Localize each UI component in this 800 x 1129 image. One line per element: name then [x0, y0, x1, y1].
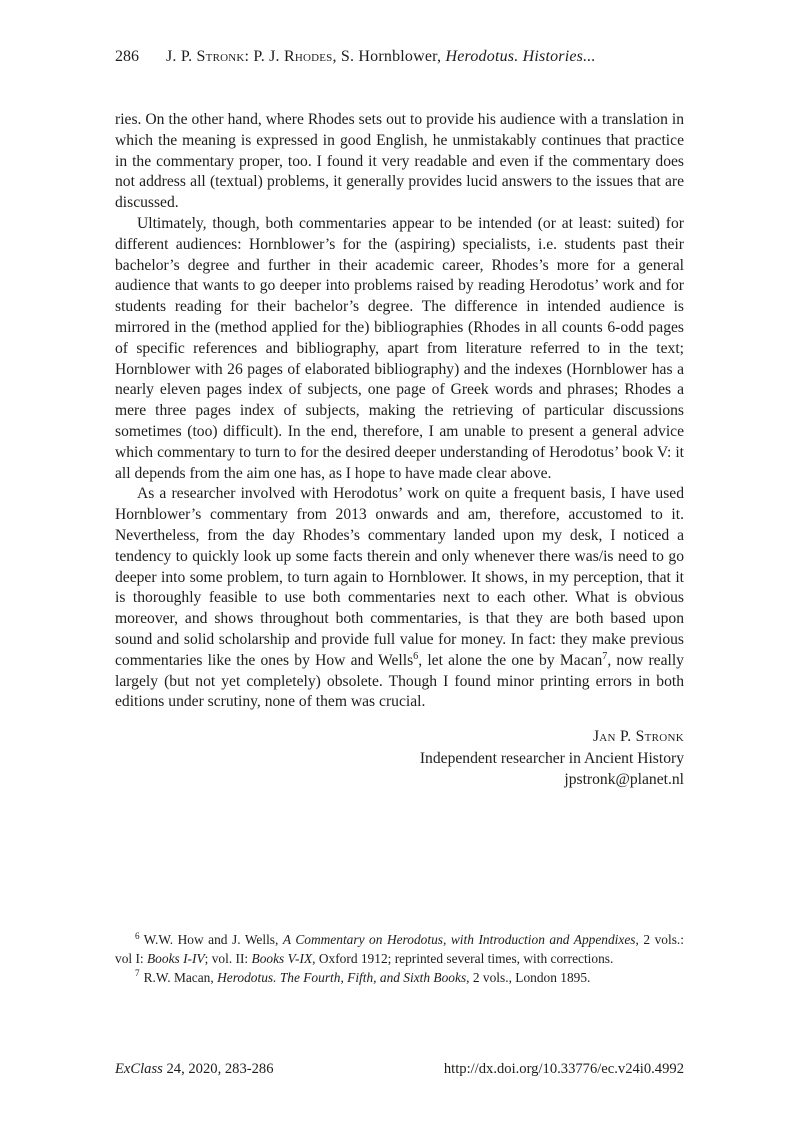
- page-footer: [115, 1059, 684, 1079]
- footnotes-section: [115, 931, 684, 987]
- page-number: 286: [115, 48, 139, 65]
- footnote-7-marker: 7: [135, 968, 140, 979]
- page-header: [115, 46, 684, 68]
- footnote-7-text: R.W. Macan, Herodotus. The Fourth, Fifth, and Sixth Books, 2 vols., London 1895.: [143, 969, 591, 985]
- running-title: J. P. Stronk: P. J. Rhodes, S. Hornblower, Herodotus. Histories...: [166, 48, 596, 65]
- footnote-6-text: W.W. How and J. Wells, A Commentary on Herodotus, with Introduction and Appendixes, 2 vols.: vol I: Books I-IV; vol. II: Books V-IX, Oxford 1912; reprinted several times, with corrections.: [115, 932, 684, 966]
- author-email: jpstronk@planet.nl: [564, 771, 684, 789]
- footnote-6-marker: 6: [135, 930, 140, 941]
- author-affiliation: Independent researcher in Ancient History: [419, 749, 684, 767]
- paragraph-2: Ultimately, though, both commentaries appear to be intended (or at least: suited) for different audiences: Hornblower’s for the (aspiring) specialists, i.e. students past their bachelor’s degree and further in their academic career, Rhodes’s more for a general audience that wants to go deeper into problems raised by reading Herodotus’ work and for students reading for their bachelor’s degree. The difference in intended audience is mirrored in the (method applied for the) bibliographies (Rhodes in all counts 6-odd pages of specific references and bibliography, apart from literature referred to in the text; Hornblower with 26 pages of elaborated bibliography) and the indexes (Hornblower has a nearly eleven pages index of subjects, one page of Greek words and phrases; Rhodes a mere three pages index of subjects, making the retrieving of particular discussions sometimes (too) difficult). In the end, therefore, I am unable to present a general advice which commentary to turn to for the desired deeper understanding of Herodotus’ book V: it all depends from the aim one has, as I hope to have made clear above.: [115, 214, 684, 482]
- paragraph-3: As a researcher involved with Herodotus’ work on quite a frequent basis, I have used Hornblower’s commentary from 2013 onwards and am, therefore, accustomed to it. Nevertheless, from the day Rhodes’s commentary landed upon my desk, I noticed a tendency to quickly look up some facts therein and only whenever there was/is need to go deeper into some problem, to turn again to Hornblower. It shows, in my perception, that it is thoroughly feasible to use both commentaries next to each other. What is obvious moreover, and shows throughout both commentaries, is that they are both based upon sound and solid scholarship and provide full value for money. In fact: they make previous commentaries like the ones by How and Wells$^6$, let alone the one by Macan$^7$, now really largely (but not yet completely) obsolete. Though I found minor printing errors in both editions under scrutiny, none of them was crucial.: [115, 485, 684, 711]
- journal-citation: ExClass 24, 2020, 283-286: [115, 1061, 274, 1077]
- footnote-6: [115, 931, 684, 969]
- doi-link: http://dx.doi.org/10.33776/ec.v24i0.4992: [443, 1061, 684, 1077]
- signature-block: [115, 726, 684, 791]
- review-body: [115, 110, 684, 791]
- paragraph-1: ries. On the other hand, where Rhodes sets out to provide his audience with a translation in which the meaning is expressed in good English, he unmistakably continues that practice in the commentary proper, too. I found it very readable and even if the commentary does not address all (textual) problems, it generally provides lucid answers to the issues that are discussed.: [115, 111, 684, 212]
- footnote-7: [115, 969, 684, 988]
- author-name: Jan P. Stronk: [592, 728, 684, 746]
